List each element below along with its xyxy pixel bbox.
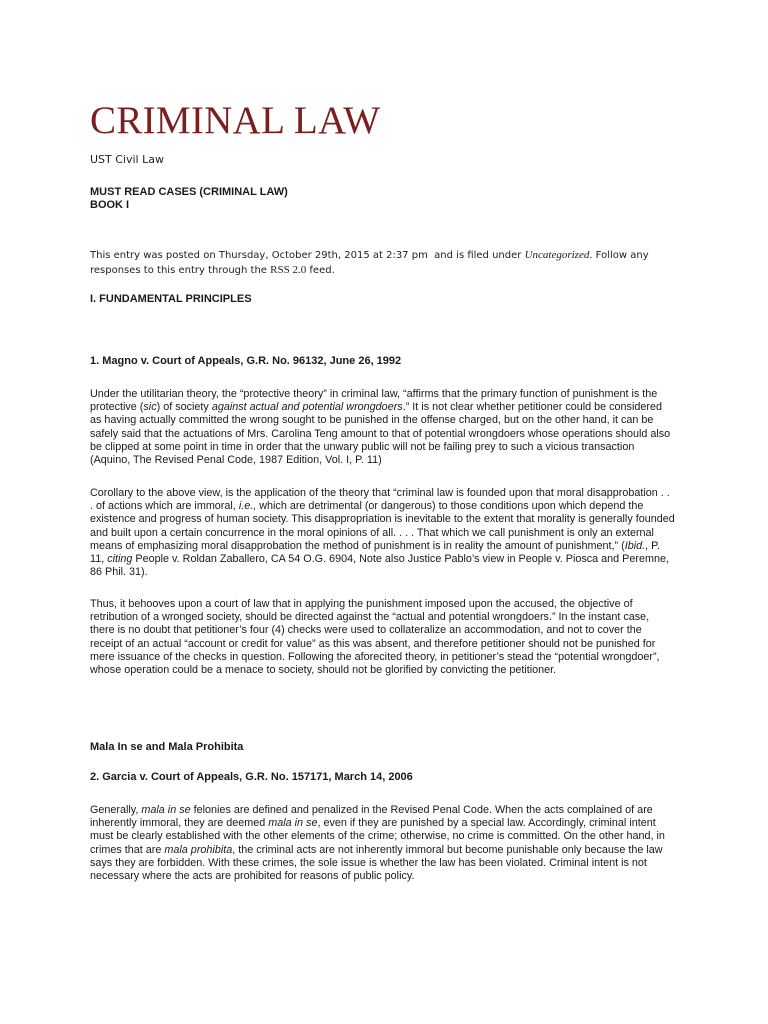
text-run: , the criminal acts are not inherently immoral but become punishable only because the law says they are forbidden. With these crimes, the sole issue is whether the law has been violated. Criminal intent is not necessary where the acts are prohibited for reasons of public policy.	[90, 843, 663, 883]
text-run-italic: mala in se	[141, 804, 191, 816]
text-run-italic: mala prohibita	[164, 843, 233, 856]
category-link[interactable]: Uncategorized	[524, 249, 590, 261]
text-run-italic: citing	[107, 553, 133, 566]
heading-line-1: MUST READ CASES (CRIMINAL LAW)	[90, 186, 288, 198]
text-run-italic: mala in se	[268, 817, 318, 830]
page-subtitle: UST Civil Law	[90, 153, 164, 166]
document-heading	[90, 186, 288, 212]
text-run-italic: sic	[143, 401, 157, 414]
page-title: CRIMINAL LAW	[90, 99, 381, 142]
text-run: ) of society	[156, 401, 212, 414]
text-run: People v. Roldan Zaballero, CA 54 O.G. 6904, Note also Justice Pablo’s view in People v. Piosca and Peremne, 86 Phil. 31).	[90, 553, 669, 579]
meta-filed: and is filed under	[434, 250, 522, 261]
case-1-paragraph-1	[90, 388, 675, 467]
text-run: , P. 11,	[90, 539, 660, 566]
text-run: , even if they are punished by a special law. Accordingly, criminal intent must be clearly established with the other elements of the crime; otherwise, no crime is committed. On the other hand, in crimes that are	[90, 817, 665, 856]
post-meta	[90, 248, 675, 278]
case-2-heading: 2. Garcia v. Court of Appeals, G.R. No. 157171, March 14, 2006	[90, 771, 413, 783]
section-mala-in-se: Mala In se and Mala Prohibita	[90, 741, 244, 753]
case-1-paragraph-2	[90, 487, 675, 579]
section-fundamental-principles: I. FUNDAMENTAL PRINCIPLES	[90, 293, 252, 305]
rss-link[interactable]: RSS 2.0	[270, 264, 307, 276]
meta-follow: . Follow any responses to this entry through the	[90, 250, 649, 276]
text-run-italic: Ibid.	[624, 539, 646, 552]
meta-prefix: This entry was posted on Thursday, October 29th, 2015 at 2:37 pm	[90, 250, 428, 261]
text-run: felonies are defined and penalized in the Revised Penal Code. When the acts complained of are inherently immoral, they are deemed	[90, 804, 653, 830]
text-run-italic: i.e.,	[238, 500, 257, 513]
text-run: which are detrimental (or dangerous) to those conditions upon which depend the existence and progress of human society. This disappropriation is inevitable to the extent that morality is generally founded and built upon a certain concurrence in the moral opinions of all. . . . That which we call punishment is only an external means of emphasizing moral disapprobation the method of punishment is in reality the amount of punishment,” (	[90, 500, 675, 552]
case-1-paragraph-3: Thus, it behooves upon a court of law that in applying the punishment imposed upon the accused, the objective of retribution of a wronged society, should be directed against the “actual and potential wrongdoers.” In the instant case, there is no doubt that petitioner’s four (4) checks were used to collateralize an accommodation, and not to cover the receipt of an actual “account or credit for value” as this was absent, and therefore petitioner should not be punished for mere issuance of the checks in question. Following the aforecited theory, in petitioner’s stead the “potential wrongdoer”, whose operation could be a menace to society, should not be glorified by convicting the petitioner.	[90, 598, 660, 677]
text-run: Under the utilitarian theory, the “protective theory” in criminal law, “affirms that the primary function of punishment is the protective (	[90, 388, 658, 414]
case-1-heading: 1. Magno v. Court of Appeals, G.R. No. 96132, June 26, 1992	[90, 355, 402, 367]
case-2-paragraph-1	[90, 804, 675, 883]
text-run-italic: against actual and potential wrongdoers	[211, 401, 403, 414]
text-run: .” It is not clear whether petitioner could be considered as having actually committed the wrong sought to be punished in the offense charged, but on the other hand, it can be safely said that the actuations of Mrs. Carolina Teng amount to that of potential wrongdoers whose operations should also be clipped at some point in time in order that the unwary public will not be failing prey to such a vicious transaction (Aquino, The Revised Penal Code, 1987 Edition, Vol. I, P. 11)	[90, 401, 671, 467]
text-run: Corollary to the above view, is the application of the theory that “criminal law is founded upon that moral disapprobation . . . of actions which are immoral,	[90, 487, 670, 513]
heading-line-2: BOOK I	[90, 199, 130, 211]
meta-feed: feed.	[309, 265, 335, 276]
text-run: Generally,	[90, 804, 142, 816]
